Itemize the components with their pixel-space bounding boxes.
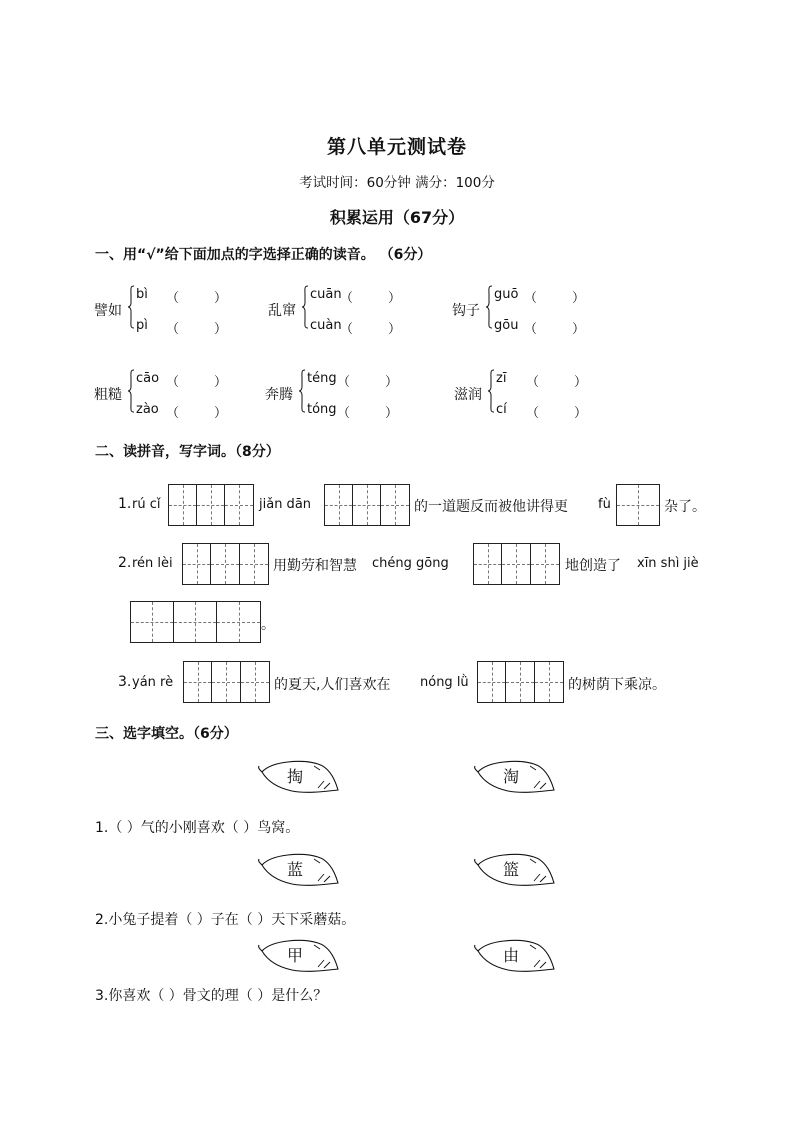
pinyin-choice-group <box>94 371 254 421</box>
paren-left: （ <box>166 322 180 337</box>
pinyin-text: cuān <box>310 287 342 302</box>
pinyin-option[interactable] <box>496 371 588 390</box>
leaf-character-choice <box>474 937 556 975</box>
pinyin-option[interactable] <box>136 371 228 390</box>
pinyin-text: bì <box>136 287 148 302</box>
answer-boxes-yanre[interactable] <box>183 661 270 703</box>
pinyin-choice-group <box>454 371 614 421</box>
fill-blank-sentence: 2.小兔子提着（ ）子在（ ）天下采蘑菇。 <box>95 912 356 928</box>
leaf-character-choice <box>258 851 340 889</box>
pinyin-text: cuàn <box>310 318 342 333</box>
paren-left: （ <box>166 291 180 306</box>
pinyin-text: guō <box>494 287 519 302</box>
q2-line3-pinyin-2: nóng lǜ <box>420 675 469 690</box>
paren-left: （ <box>337 406 351 421</box>
q2-line1-text-2: 杂了。 <box>664 499 706 515</box>
fill-blank-sentence: 1.（ ）气的小刚喜欢（ ）鸟窝。 <box>95 820 300 836</box>
q2-line2-pinyin-3: xīn shì jiè <box>637 556 699 571</box>
paren-right: ） <box>385 406 399 421</box>
pinyin-option[interactable] <box>310 318 402 337</box>
paren-left: （ <box>337 375 351 390</box>
pinyin-option[interactable] <box>307 402 399 421</box>
paren-right: ） <box>214 322 228 337</box>
q2-line1-pinyin-2: jiǎn dān <box>259 497 312 512</box>
pinyin-option[interactable] <box>136 318 228 337</box>
brace-icon <box>487 369 495 413</box>
question-3-heading: 三、选字填空。（6分） <box>95 726 238 742</box>
answer-boxes-nonglv[interactable] <box>477 661 564 703</box>
answer-boxes-xinshijie[interactable] <box>130 601 261 643</box>
brace-icon <box>301 285 309 329</box>
group-word: 乱窜 <box>268 303 296 319</box>
q2-line2-pinyin-2: chéng gōng <box>372 556 449 571</box>
pinyin-choice-group <box>265 371 425 421</box>
leaf-character-choice <box>474 851 556 889</box>
q2-line2-text-1: 用勤劳和智慧 <box>273 558 357 574</box>
pinyin-text: cí <box>496 402 507 417</box>
paren-right: ） <box>574 375 588 390</box>
exam-info: 考试时间：60分钟 满分：100分 <box>299 175 495 191</box>
pinyin-choice-group <box>94 287 254 337</box>
paren-left: （ <box>526 406 540 421</box>
paren-left: （ <box>340 291 354 306</box>
pinyin-text: tóng <box>307 402 337 417</box>
q2-line1-text-1: 的一道题反而被他讲得更 <box>414 499 568 515</box>
group-word: 粗糙 <box>94 387 122 403</box>
paren-right: ） <box>388 322 402 337</box>
pinyin-text: téng <box>307 371 337 386</box>
leaf-character: 甲 <box>286 946 303 965</box>
leaf-character-choice <box>258 937 340 975</box>
leaf-character-choice <box>258 758 340 796</box>
answer-boxes-renlei[interactable] <box>182 543 269 585</box>
brace-icon <box>298 369 306 413</box>
q2-line2-text-2: 地创造了 <box>565 558 621 574</box>
leaf-character: 蓝 <box>286 860 303 879</box>
question-1-heading: 一、用“√”给下面加点的字选择正确的读音。 （6分） <box>95 247 432 263</box>
question-2-heading: 二、读拼音，写字词。（8分） <box>95 444 280 460</box>
pinyin-choice-group <box>452 287 612 337</box>
q2-line1-number: 1. <box>118 496 132 512</box>
paren-right: ） <box>574 406 588 421</box>
q2-line1-pinyin-1: rú cǐ <box>132 497 161 512</box>
group-word: 奔腾 <box>265 387 293 403</box>
pinyin-text: cāo <box>136 371 160 386</box>
paren-right: ） <box>572 291 586 306</box>
paren-right: ） <box>214 291 228 306</box>
pinyin-text: zào <box>136 402 159 417</box>
q2-line1-pinyin-3: fù <box>598 497 611 512</box>
paren-left: （ <box>340 322 354 337</box>
section-heading: 积累运用（67分） <box>329 208 465 227</box>
pinyin-text: pì <box>136 318 148 333</box>
pinyin-option[interactable] <box>310 287 402 306</box>
q2-line3-number: 3. <box>118 674 132 690</box>
pinyin-choice-group <box>268 287 428 337</box>
paren-right: ） <box>214 375 228 390</box>
pinyin-option[interactable] <box>136 402 228 421</box>
leaf-character-choice <box>474 758 556 796</box>
pinyin-option[interactable] <box>136 287 228 306</box>
leaf-character: 由 <box>502 946 519 965</box>
group-word: 钩子 <box>452 303 480 319</box>
q2-line2-end: 。 <box>261 617 275 633</box>
group-word: 譬如 <box>94 303 122 319</box>
leaf-character: 篮 <box>502 860 519 879</box>
group-word: 滋润 <box>454 387 482 403</box>
q2-line3-text-1: 的夏天,人们喜欢在 <box>274 677 391 693</box>
leaf-character: 掏 <box>286 767 303 786</box>
paren-right: ） <box>388 291 402 306</box>
answer-boxes-chenggong[interactable] <box>473 543 560 585</box>
paren-left: （ <box>524 322 538 337</box>
fill-blank-sentence: 3.你喜欢（ ）骨文的理（ ）是什么？ <box>95 988 328 1004</box>
q2-line3-pinyin-1: yán rè <box>132 675 174 690</box>
brace-icon <box>485 285 493 329</box>
leaf-character: 淘 <box>502 767 519 786</box>
answer-boxes-jiandan[interactable] <box>324 484 410 526</box>
q2-line3-text-2: 的树荫下乘凉。 <box>568 677 666 693</box>
paren-left: （ <box>526 375 540 390</box>
pinyin-option[interactable] <box>307 371 399 390</box>
paren-left: （ <box>166 375 180 390</box>
answer-box-fu[interactable] <box>616 484 660 526</box>
pinyin-option[interactable] <box>494 287 586 306</box>
paren-right: ） <box>385 375 399 390</box>
paren-right: ） <box>214 406 228 421</box>
pinyin-option[interactable] <box>496 402 588 421</box>
page-title: 第八单元测试卷 <box>326 136 467 158</box>
q2-line2-pinyin-1: rén lèi <box>132 556 173 571</box>
pinyin-text: gōu <box>494 318 519 333</box>
brace-icon <box>127 369 135 413</box>
pinyin-text: zī <box>496 371 507 386</box>
paren-left: （ <box>166 406 180 421</box>
pinyin-option[interactable] <box>494 318 586 337</box>
brace-icon <box>127 285 135 329</box>
paren-left: （ <box>524 291 538 306</box>
paren-right: ） <box>572 322 586 337</box>
answer-boxes-ruci[interactable] <box>168 484 254 526</box>
q2-line2-number: 2. <box>118 555 132 571</box>
